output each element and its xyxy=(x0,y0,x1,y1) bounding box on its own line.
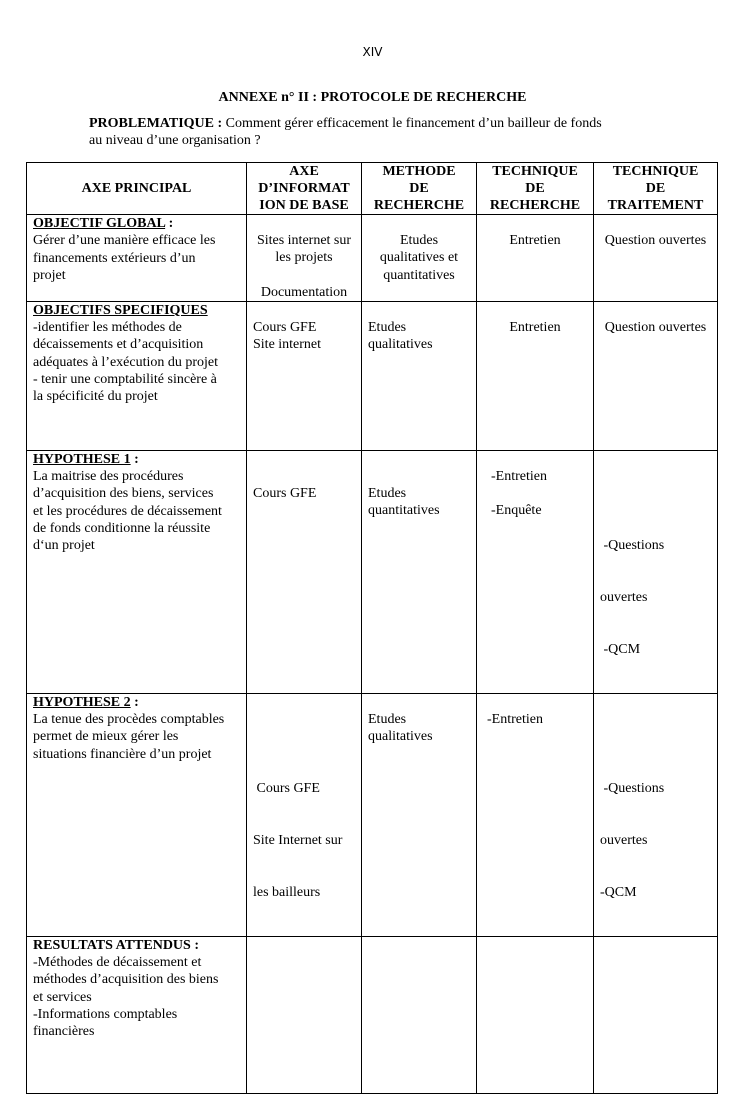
research-protocol-table xyxy=(26,162,718,1094)
empty-cell xyxy=(247,936,362,1093)
technique-traitement-cell: Question ouvertes xyxy=(594,301,718,450)
axe-info-cell: Sites internet sur les projets Documentation xyxy=(247,215,362,302)
technique-traitement-cell: -Questions ouvertes -QCM xyxy=(594,450,718,693)
objectifs-specifiques-cell: OBJECTIFS SPECIFIQUES -identifier les méthodes de décaissements et d’acquisition adéquates à l’exécution du projet - tenir une comptabilité sincère à la spécificité du projet xyxy=(27,301,247,450)
technique-recherche-cell: Entretien xyxy=(477,301,594,450)
methode-cell: Etudes quantitatives xyxy=(362,450,477,693)
methode-cell: Etudes qualitatives xyxy=(362,693,477,936)
methode-cell: Etudes qualitatives et quantitatives xyxy=(362,215,477,302)
table-header-row xyxy=(27,163,718,215)
header-methode: METHODE DE RECHERCHE xyxy=(362,163,477,215)
objectif-global-cell: OBJECTIF GLOBAL : Gérer d’une manière efficace les financements extérieurs d’un projet xyxy=(27,215,247,302)
empty-cell xyxy=(594,936,718,1093)
hypothese-2-cell: HYPOTHESE 2 : La tenue des procèdes comptables permet de mieux gérer les situations financière d’un projet xyxy=(27,693,247,936)
empty-cell xyxy=(477,936,594,1093)
technique-recherche-cell: -Entretien xyxy=(477,693,594,936)
header-axe-information: AXE D’INFORMAT ION DE BASE xyxy=(247,163,362,215)
annex-title: ANNEXE n° II : PROTOCOLE DE RECHERCHE xyxy=(218,90,527,105)
technique-recherche-cell: -Entretien -Enquête xyxy=(477,450,594,693)
page-number: XIV xyxy=(362,45,383,59)
technique-recherche-cell: Entretien xyxy=(477,215,594,302)
header-technique-traitement: TECHNIQUE DE TRAITEMENT xyxy=(594,163,718,215)
table-row xyxy=(27,936,718,1093)
problematique-line1: Comment gérer efficacement le financement d’un bailleur de fonds xyxy=(222,116,602,131)
problematique xyxy=(89,115,659,149)
table-row xyxy=(27,450,718,693)
methode-cell: Etudes qualitatives xyxy=(362,301,477,450)
technique-traitement-cell: Question ouvertes xyxy=(594,215,718,302)
table-row xyxy=(27,693,718,936)
table-row xyxy=(27,301,718,450)
problematique-label: PROBLEMATIQUE : xyxy=(89,116,223,131)
resultats-attendus-cell: RESULTATS ATTENDUS : -Méthodes de décaissement et méthodes d’acquisition des biens et services -Informations comptables financières xyxy=(27,936,247,1093)
header-technique-recherche: TECHNIQUE DE RECHERCHE xyxy=(477,163,594,215)
header-axe-principal: AXE PRINCIPAL xyxy=(27,163,247,215)
technique-traitement-cell: -Questions ouvertes -QCM xyxy=(594,693,718,936)
empty-cell xyxy=(362,936,477,1093)
table-row xyxy=(27,215,718,302)
axe-info-cell: Cours GFE Site internet xyxy=(247,301,362,450)
problematique-line2: au niveau d’une organisation ? xyxy=(89,133,261,148)
axe-info-cell: Cours GFE xyxy=(247,450,362,693)
hypothese-1-cell: HYPOTHESE 1 : La maitrise des procédures d’acquisition des biens, services et les procédures de décaissement de fonds conditionne la réussite d‘un projet xyxy=(27,450,247,693)
axe-info-cell: Cours GFE Site Internet sur les bailleurs xyxy=(247,693,362,936)
